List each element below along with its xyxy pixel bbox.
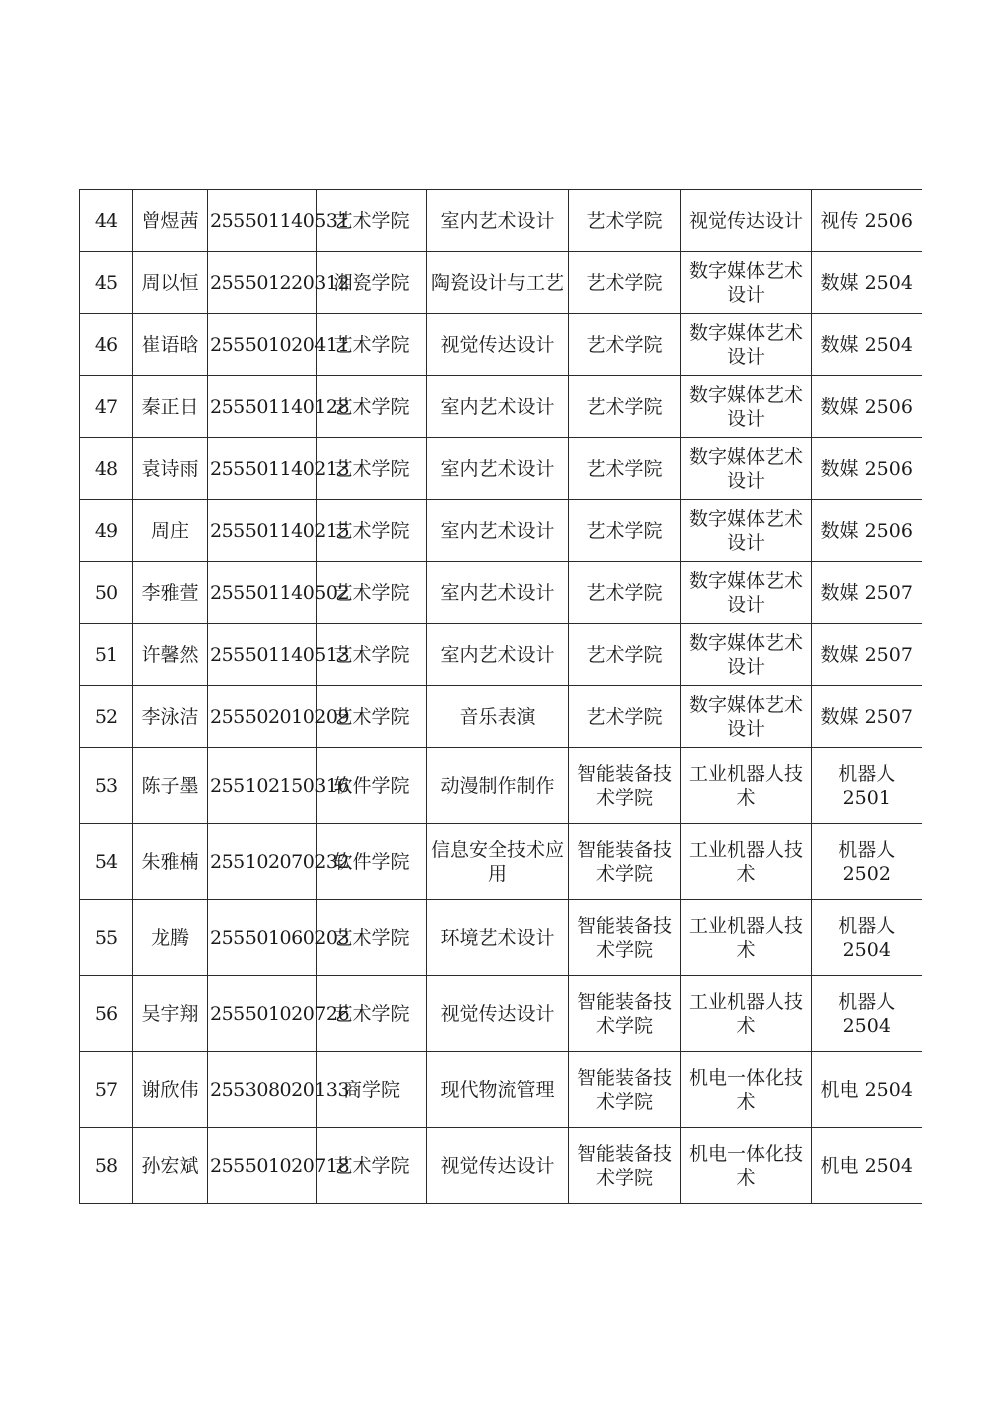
target-major: 机电一体化技术: [681, 1128, 812, 1204]
original-major: 视觉传达设计: [427, 976, 569, 1052]
original-major: 信息安全技术应用: [427, 824, 569, 900]
student-name: 曾煜茜: [133, 190, 208, 252]
target-major: 数字媒体艺术设计: [681, 438, 812, 500]
original-major: 陶瓷设计与工艺: [427, 252, 569, 314]
original-college: 艺术学院: [317, 376, 427, 438]
table-row: [80, 1052, 922, 1128]
original-major: 环境艺术设计: [427, 900, 569, 976]
original-major: 视觉传达设计: [427, 314, 569, 376]
target-college: 艺术学院: [569, 252, 681, 314]
original-major: 视觉传达设计: [427, 1128, 569, 1204]
original-college: 艺术学院: [317, 190, 427, 252]
original-college: 湘瓷学院: [317, 252, 427, 314]
row-number: 48: [80, 438, 133, 500]
student-id: 255501140531: [208, 190, 317, 252]
student-name: 孙宏斌: [133, 1128, 208, 1204]
target-major: 工业机器人技术: [681, 824, 812, 900]
target-class: 数媒 2504: [812, 252, 922, 314]
original-college: 软件学院: [317, 824, 427, 900]
original-major: 室内艺术设计: [427, 562, 569, 624]
target-major: 数字媒体艺术设计: [681, 252, 812, 314]
row-number: 44: [80, 190, 133, 252]
table-row: [80, 748, 922, 824]
table-row: [80, 976, 922, 1052]
target-major: 机电一体化技术: [681, 1052, 812, 1128]
original-major: 现代物流管理: [427, 1052, 569, 1128]
row-number: 46: [80, 314, 133, 376]
student-name: 陈子墨: [133, 748, 208, 824]
target-college: 智能装备技术学院: [569, 824, 681, 900]
original-major: 室内艺术设计: [427, 376, 569, 438]
student-id: 255501060203: [208, 900, 317, 976]
student-name: 秦正日: [133, 376, 208, 438]
row-number: 56: [80, 976, 133, 1052]
original-major: 室内艺术设计: [427, 438, 569, 500]
row-number: 55: [80, 900, 133, 976]
student-id: 255308020133: [208, 1052, 317, 1128]
target-college: 智能装备技术学院: [569, 1052, 681, 1128]
table-row: [80, 624, 922, 686]
target-college: 智能装备技术学院: [569, 748, 681, 824]
table-row: [80, 900, 922, 976]
table-row: [80, 438, 922, 500]
target-class: 数媒 2507: [812, 624, 922, 686]
target-college: 智能装备技术学院: [569, 900, 681, 976]
original-major: 音乐表演: [427, 686, 569, 748]
target-college: 艺术学院: [569, 500, 681, 562]
row-number: 58: [80, 1128, 133, 1204]
row-number: 53: [80, 748, 133, 824]
student-name: 袁诗雨: [133, 438, 208, 500]
target-class: 机器人 2504: [812, 900, 922, 976]
student-id: 255501140213: [208, 438, 317, 500]
original-major: 室内艺术设计: [427, 500, 569, 562]
student-name: 李泳洁: [133, 686, 208, 748]
student-name: 周庄: [133, 500, 208, 562]
target-college: 智能装备技术学院: [569, 976, 681, 1052]
row-number: 49: [80, 500, 133, 562]
original-major: 室内艺术设计: [427, 624, 569, 686]
target-college: 艺术学院: [569, 438, 681, 500]
row-number: 45: [80, 252, 133, 314]
original-college: 艺术学院: [317, 562, 427, 624]
target-major: 工业机器人技术: [681, 748, 812, 824]
student-id: 255501140128: [208, 376, 317, 438]
student-name: 周以恒: [133, 252, 208, 314]
original-college: 商学院: [317, 1052, 427, 1128]
table-row: [80, 824, 922, 900]
row-number: 54: [80, 824, 133, 900]
table-row: [80, 1128, 922, 1204]
table-row: [80, 252, 922, 314]
target-class: 机器人 2502: [812, 824, 922, 900]
table-row: [80, 686, 922, 748]
student-name: 许馨然: [133, 624, 208, 686]
target-class: 机器人 2501: [812, 748, 922, 824]
row-number: 50: [80, 562, 133, 624]
original-college: 艺术学院: [317, 314, 427, 376]
target-college: 艺术学院: [569, 686, 681, 748]
row-number: 52: [80, 686, 133, 748]
original-major: 室内艺术设计: [427, 190, 569, 252]
student-name: 谢欣伟: [133, 1052, 208, 1128]
table-row: [80, 562, 922, 624]
student-name: 朱雅楠: [133, 824, 208, 900]
original-college: 艺术学院: [317, 976, 427, 1052]
target-major: 数字媒体艺术设计: [681, 314, 812, 376]
document-page: [79, 189, 922, 1204]
original-college: 艺术学院: [317, 438, 427, 500]
target-major: 数字媒体艺术设计: [681, 686, 812, 748]
student-name: 李雅萱: [133, 562, 208, 624]
target-class: 机器人 2504: [812, 976, 922, 1052]
target-class: 数媒 2507: [812, 686, 922, 748]
target-major: 数字媒体艺术设计: [681, 376, 812, 438]
original-major: 动漫制作制作: [427, 748, 569, 824]
target-class: 数媒 2507: [812, 562, 922, 624]
row-number: 47: [80, 376, 133, 438]
target-major: 视觉传达设计: [681, 190, 812, 252]
student-id: 255501140513: [208, 624, 317, 686]
original-college: 艺术学院: [317, 900, 427, 976]
target-class: 机电 2504: [812, 1128, 922, 1204]
target-college: 智能装备技术学院: [569, 1128, 681, 1204]
table-row: [80, 500, 922, 562]
student-id: 255501020411: [208, 314, 317, 376]
student-name: 龙腾: [133, 900, 208, 976]
row-number: 57: [80, 1052, 133, 1128]
target-major: 数字媒体艺术设计: [681, 624, 812, 686]
original-college: 软件学院: [317, 748, 427, 824]
target-college: 艺术学院: [569, 314, 681, 376]
table-row: [80, 314, 922, 376]
target-major: 工业机器人技术: [681, 900, 812, 976]
original-college: 艺术学院: [317, 686, 427, 748]
target-college: 艺术学院: [569, 190, 681, 252]
original-college: 艺术学院: [317, 500, 427, 562]
student-id: 255102150316: [208, 748, 317, 824]
student-id: 255501020718: [208, 1128, 317, 1204]
target-college: 艺术学院: [569, 562, 681, 624]
original-college: 艺术学院: [317, 1128, 427, 1204]
target-major: 数字媒体艺术设计: [681, 562, 812, 624]
student-id: 255102070232: [208, 824, 317, 900]
transfer-roster-table: [79, 189, 922, 1204]
target-college: 艺术学院: [569, 624, 681, 686]
table-row: [80, 190, 922, 252]
row-number: 51: [80, 624, 133, 686]
table-row: [80, 376, 922, 438]
target-major: 数字媒体艺术设计: [681, 500, 812, 562]
student-id: 255501220312: [208, 252, 317, 314]
target-college: 艺术学院: [569, 376, 681, 438]
target-class: 数媒 2506: [812, 438, 922, 500]
original-college: 艺术学院: [317, 624, 427, 686]
target-major: 工业机器人技术: [681, 976, 812, 1052]
student-name: 崔语晗: [133, 314, 208, 376]
target-class: 数媒 2506: [812, 500, 922, 562]
target-class: 数媒 2506: [812, 376, 922, 438]
target-class: 数媒 2504: [812, 314, 922, 376]
student-id: 255501020726: [208, 976, 317, 1052]
student-name: 吴宇翔: [133, 976, 208, 1052]
student-id: 255501140215: [208, 500, 317, 562]
target-class: 机电 2504: [812, 1052, 922, 1128]
student-id: 255502010209: [208, 686, 317, 748]
student-id: 255501140502: [208, 562, 317, 624]
target-class: 视传 2506: [812, 190, 922, 252]
